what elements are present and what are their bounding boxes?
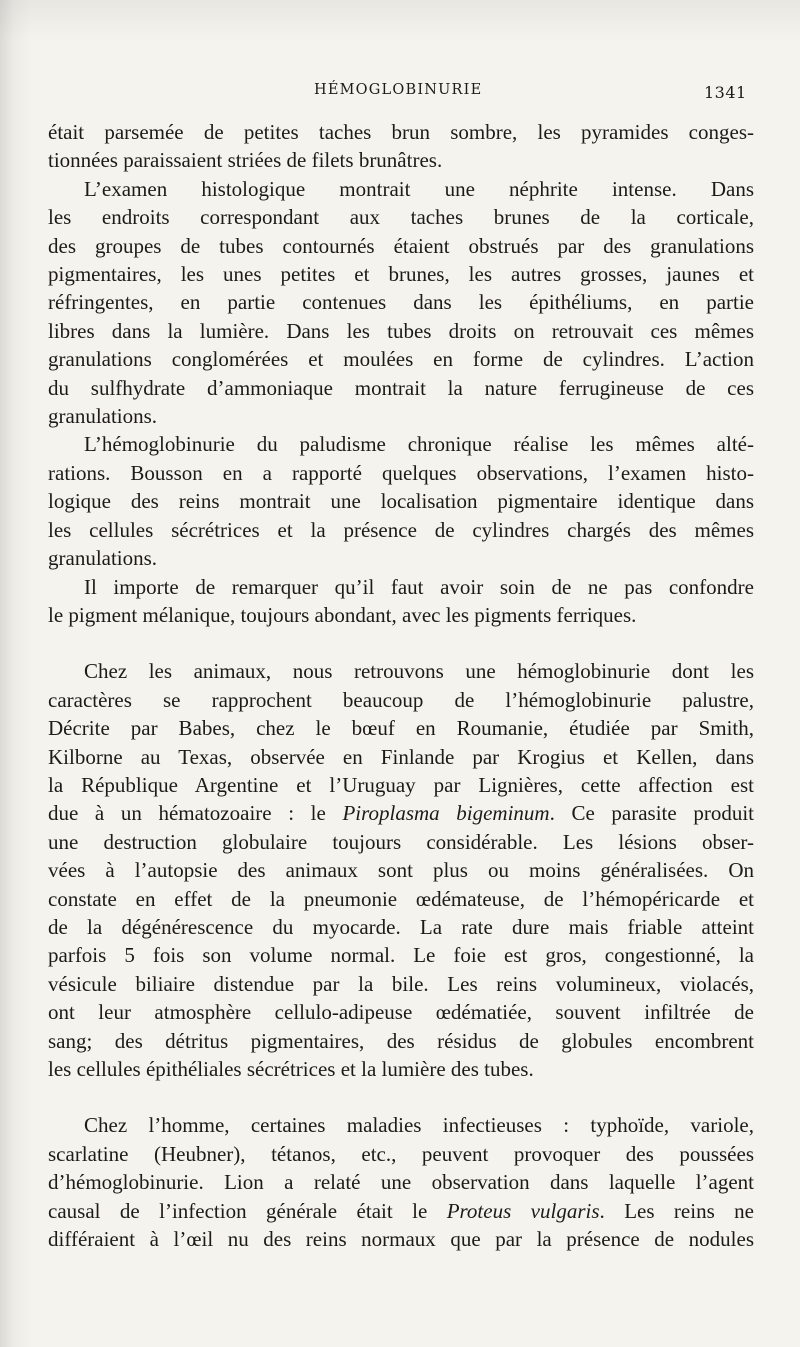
text-line: vées à l’autopsie des animaux sont plus ou moins généralisées. On (48, 858, 754, 883)
text-line: les cellules sécrétrices et la présence de cylindres chargés des mêmes (48, 517, 754, 542)
text-line: sang; des détritus pigmentaires, des résidus de globules encombrent (48, 1028, 754, 1053)
running-title: HÉMOGLOBINURIE (314, 82, 483, 98)
text-line: L’examen histologique montrait une néphrite intense. Dans (84, 176, 754, 201)
text-line: du sulfhydrate d’ammoniaque montrait la nature ferrugineuse de ces (48, 375, 754, 400)
text-line: ont leur atmosphère cellulo-adipeuse œdématiée, souvent infiltrée de (48, 1000, 754, 1025)
section-gap (48, 629, 754, 657)
text-line: Décrite par Babes, chez le bœuf en Roumanie, étudiée par Smith, (48, 716, 754, 741)
page-header (0, 82, 800, 106)
paragraph-human (48, 1111, 754, 1253)
text-line: rations. Bousson en a rapporté quelques observations, l’examen histo- (48, 460, 754, 485)
body-text (48, 118, 754, 1253)
text-line: logique des reins montrait une localisation pigmentaire identique dans (48, 489, 754, 514)
text-line: constate en effet de la pneumonie œdémateuse, de l’hémopéricarde et (48, 886, 754, 911)
text-line: Chez l’homme, certaines maladies infectieuses : typhoïde, variole, (84, 1113, 754, 1138)
text-line: différaient à l’œil nu des reins normaux que par la présence de nodules (48, 1227, 754, 1252)
text-line: des groupes de tubes contournés étaient obstrués par des granulations (48, 233, 754, 258)
text-line: parfois 5 fois son volume normal. Le foie est gros, congestionné, la (48, 943, 754, 968)
text-line: granulations. (48, 404, 158, 429)
text-line: caractères se rapprochent beaucoup de l’hémoglobinurie palustre, (48, 687, 754, 712)
text-line: les endroits correspondant aux taches brunes de la corticale, (48, 205, 754, 230)
section-gap (48, 1083, 754, 1111)
species-name-italic: Proteus vulgaris (446, 1198, 600, 1223)
text-line: était parsemée de petites taches brun sombre, les pyramides conges- (48, 120, 754, 144)
text-line: les cellules épithéliales sécrétrices et la lumière des tubes. (48, 1057, 534, 1081)
paragraph-histology (48, 175, 754, 431)
text-line: Chez les animaux, nous retrouvons une hémoglobinurie dont les (84, 659, 754, 684)
text-line: vésicule biliaire distendue par la bile. Les reins volumineux, violacés, (48, 971, 754, 996)
text-line: de la dégénérescence du myocarde. La rate dure mais friable atteint (48, 914, 754, 939)
text-line: granulations conglomérées et moulées en forme de cylindres. L’action (48, 347, 754, 372)
text-line-with-italic (48, 799, 754, 827)
paragraph-paludism (48, 430, 754, 572)
text-line: tionnées paraissaient striées de filets brunâtres. (48, 148, 443, 173)
paragraph-continuation (48, 118, 754, 175)
text-line: L’hémoglobinurie du paludisme chronique réalise les mêmes alté- (84, 432, 754, 457)
text-line: la République Argentine et l’Uruguay par Lignières, cette affection est (48, 772, 754, 797)
text-fragment: causal de l’infection générale était le (48, 1198, 447, 1223)
species-name-italic: Piroplasma bigeminum (342, 801, 550, 826)
text-line: réfringentes, en partie contenues dans les épithéliums, en partie (48, 290, 754, 315)
text-fragment: . Les reins ne (599, 1198, 754, 1223)
text-line: Il importe de remarquer qu’il faut avoir soin de ne pas confondre (84, 574, 754, 599)
text-line: le pigment mélanique, toujours abondant, avec les pigments ferriques. (48, 602, 637, 627)
text-line: scarlatine (Heubner), tétanos, etc., peuvent provoquer des poussées (48, 1141, 754, 1166)
paragraph-animals (48, 657, 754, 1083)
text-line: d’hémoglobinurie. Lion a relaté une observation dans laquelle l’agent (48, 1170, 754, 1195)
text-fragment: . Ce parasite produit (549, 801, 754, 826)
text-line: granulations. (48, 546, 158, 571)
text-line: Kilborne au Texas, observée en Finlande par Krogius et Kellen, dans (48, 744, 754, 769)
text-line: libres dans la lumière. Dans les tubes droits on retrouvait ces mêmes (48, 318, 754, 343)
paragraph-pigment (48, 573, 754, 630)
text-fragment: due à un hématozoaire : le (48, 801, 343, 826)
text-line: pigmentaires, les unes petites et brunes, les autres grosses, jaunes et (48, 262, 754, 287)
text-line-with-italic (48, 1197, 754, 1225)
page-number: 1341 (704, 83, 747, 102)
text-line: une destruction globulaire toujours considérable. Les lésions obser- (48, 829, 754, 854)
